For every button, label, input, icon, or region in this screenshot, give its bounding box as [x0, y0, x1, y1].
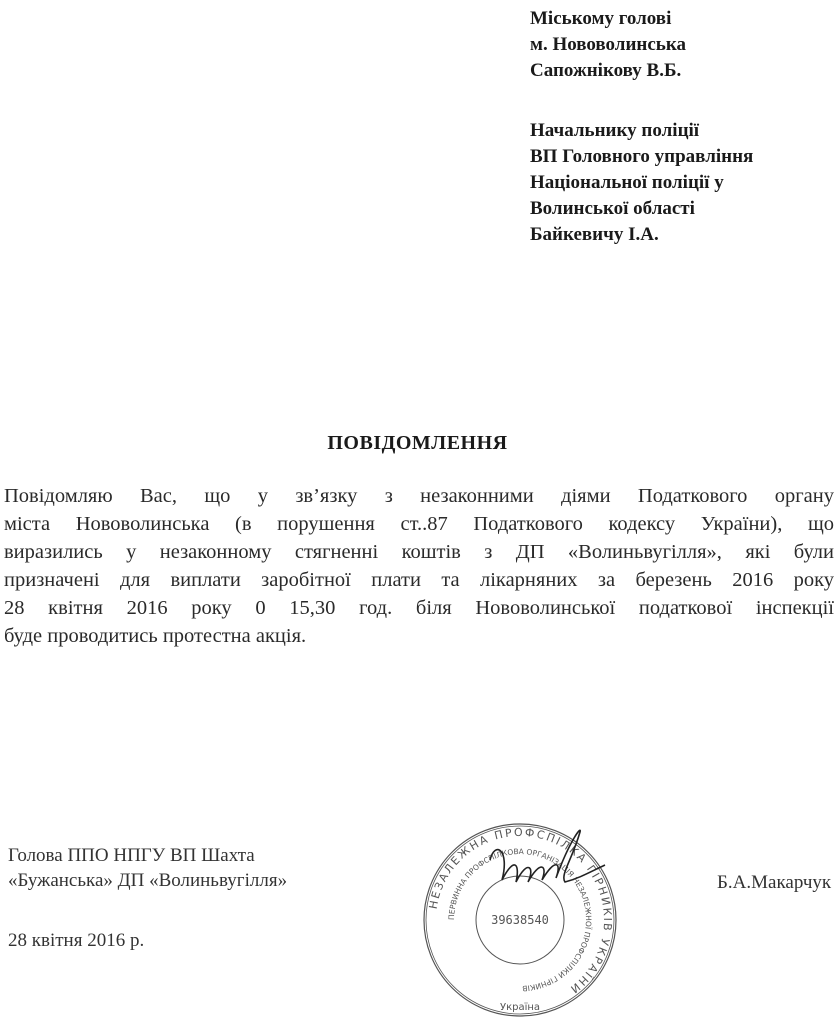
position-line: Голова ППО НПГУ ВП Шахта — [8, 845, 255, 866]
addressee-line: ВП Головного управління — [530, 146, 754, 167]
document-title: ПОВІДОМЛЕННЯ — [327, 432, 508, 454]
seal-country: Україна — [499, 1002, 541, 1013]
notice-body — [4, 482, 834, 650]
body-line: міста Нововолинська (в порушення ст..87 Податкового кодексу України), що — [4, 513, 834, 535]
addressee-police — [530, 118, 753, 248]
seal-code: 39638540 — [491, 913, 549, 927]
official-seal — [420, 820, 620, 1020]
addressee-line: Байкевичу І.А. — [530, 224, 659, 245]
addressee-line: Національної поліції у — [530, 172, 724, 193]
signatory-name: Б.А.Макарчук — [717, 872, 832, 893]
document-date: 28 квітня 2016 р. — [8, 930, 145, 951]
body-line: 28 квітня 2016 року 0 15,30 год. біля Нововолинської податкової інспекції — [4, 597, 834, 619]
seal-outer-text: НЕЗАЛЕЖНА ПРОФСПІЛКА ГІРНИКІВ УКРАЇНИ — [426, 825, 615, 997]
body-line: призначені для виплати заробітної плати та лікарняних за березень 2016 року — [4, 569, 834, 591]
addressee-line: Сапожнікову В.Б. — [530, 60, 682, 81]
addressee-line: м. Нововолинська — [530, 34, 686, 55]
body-line: Повідомляю Вас, що у зв’язку з незаконними діями Податкового органу — [4, 485, 834, 507]
addressee-mayor — [530, 6, 686, 84]
position-line: «Бужанська» ДП «Волиньвугілля» — [8, 870, 288, 891]
addressee-line: Начальнику поліції — [530, 120, 700, 141]
addressee-line: Міському голові — [530, 8, 672, 29]
addressee-line: Волинської області — [530, 198, 695, 219]
signatory-position — [8, 843, 287, 893]
seal-inner-text: ПЕРВИННА ПРОФСПІЛКОВА ОРГАНІЗАЦІЯ НЕЗАЛЕЖНОЇ ПРОФСПІЛКИ ГІРНИКІВ — [446, 846, 594, 993]
body-line: виразились у незаконному стягненні коштів з ДП «Волиньвугілля», які були — [4, 541, 834, 563]
body-line: буде проводитись протестна акція. — [4, 625, 307, 647]
